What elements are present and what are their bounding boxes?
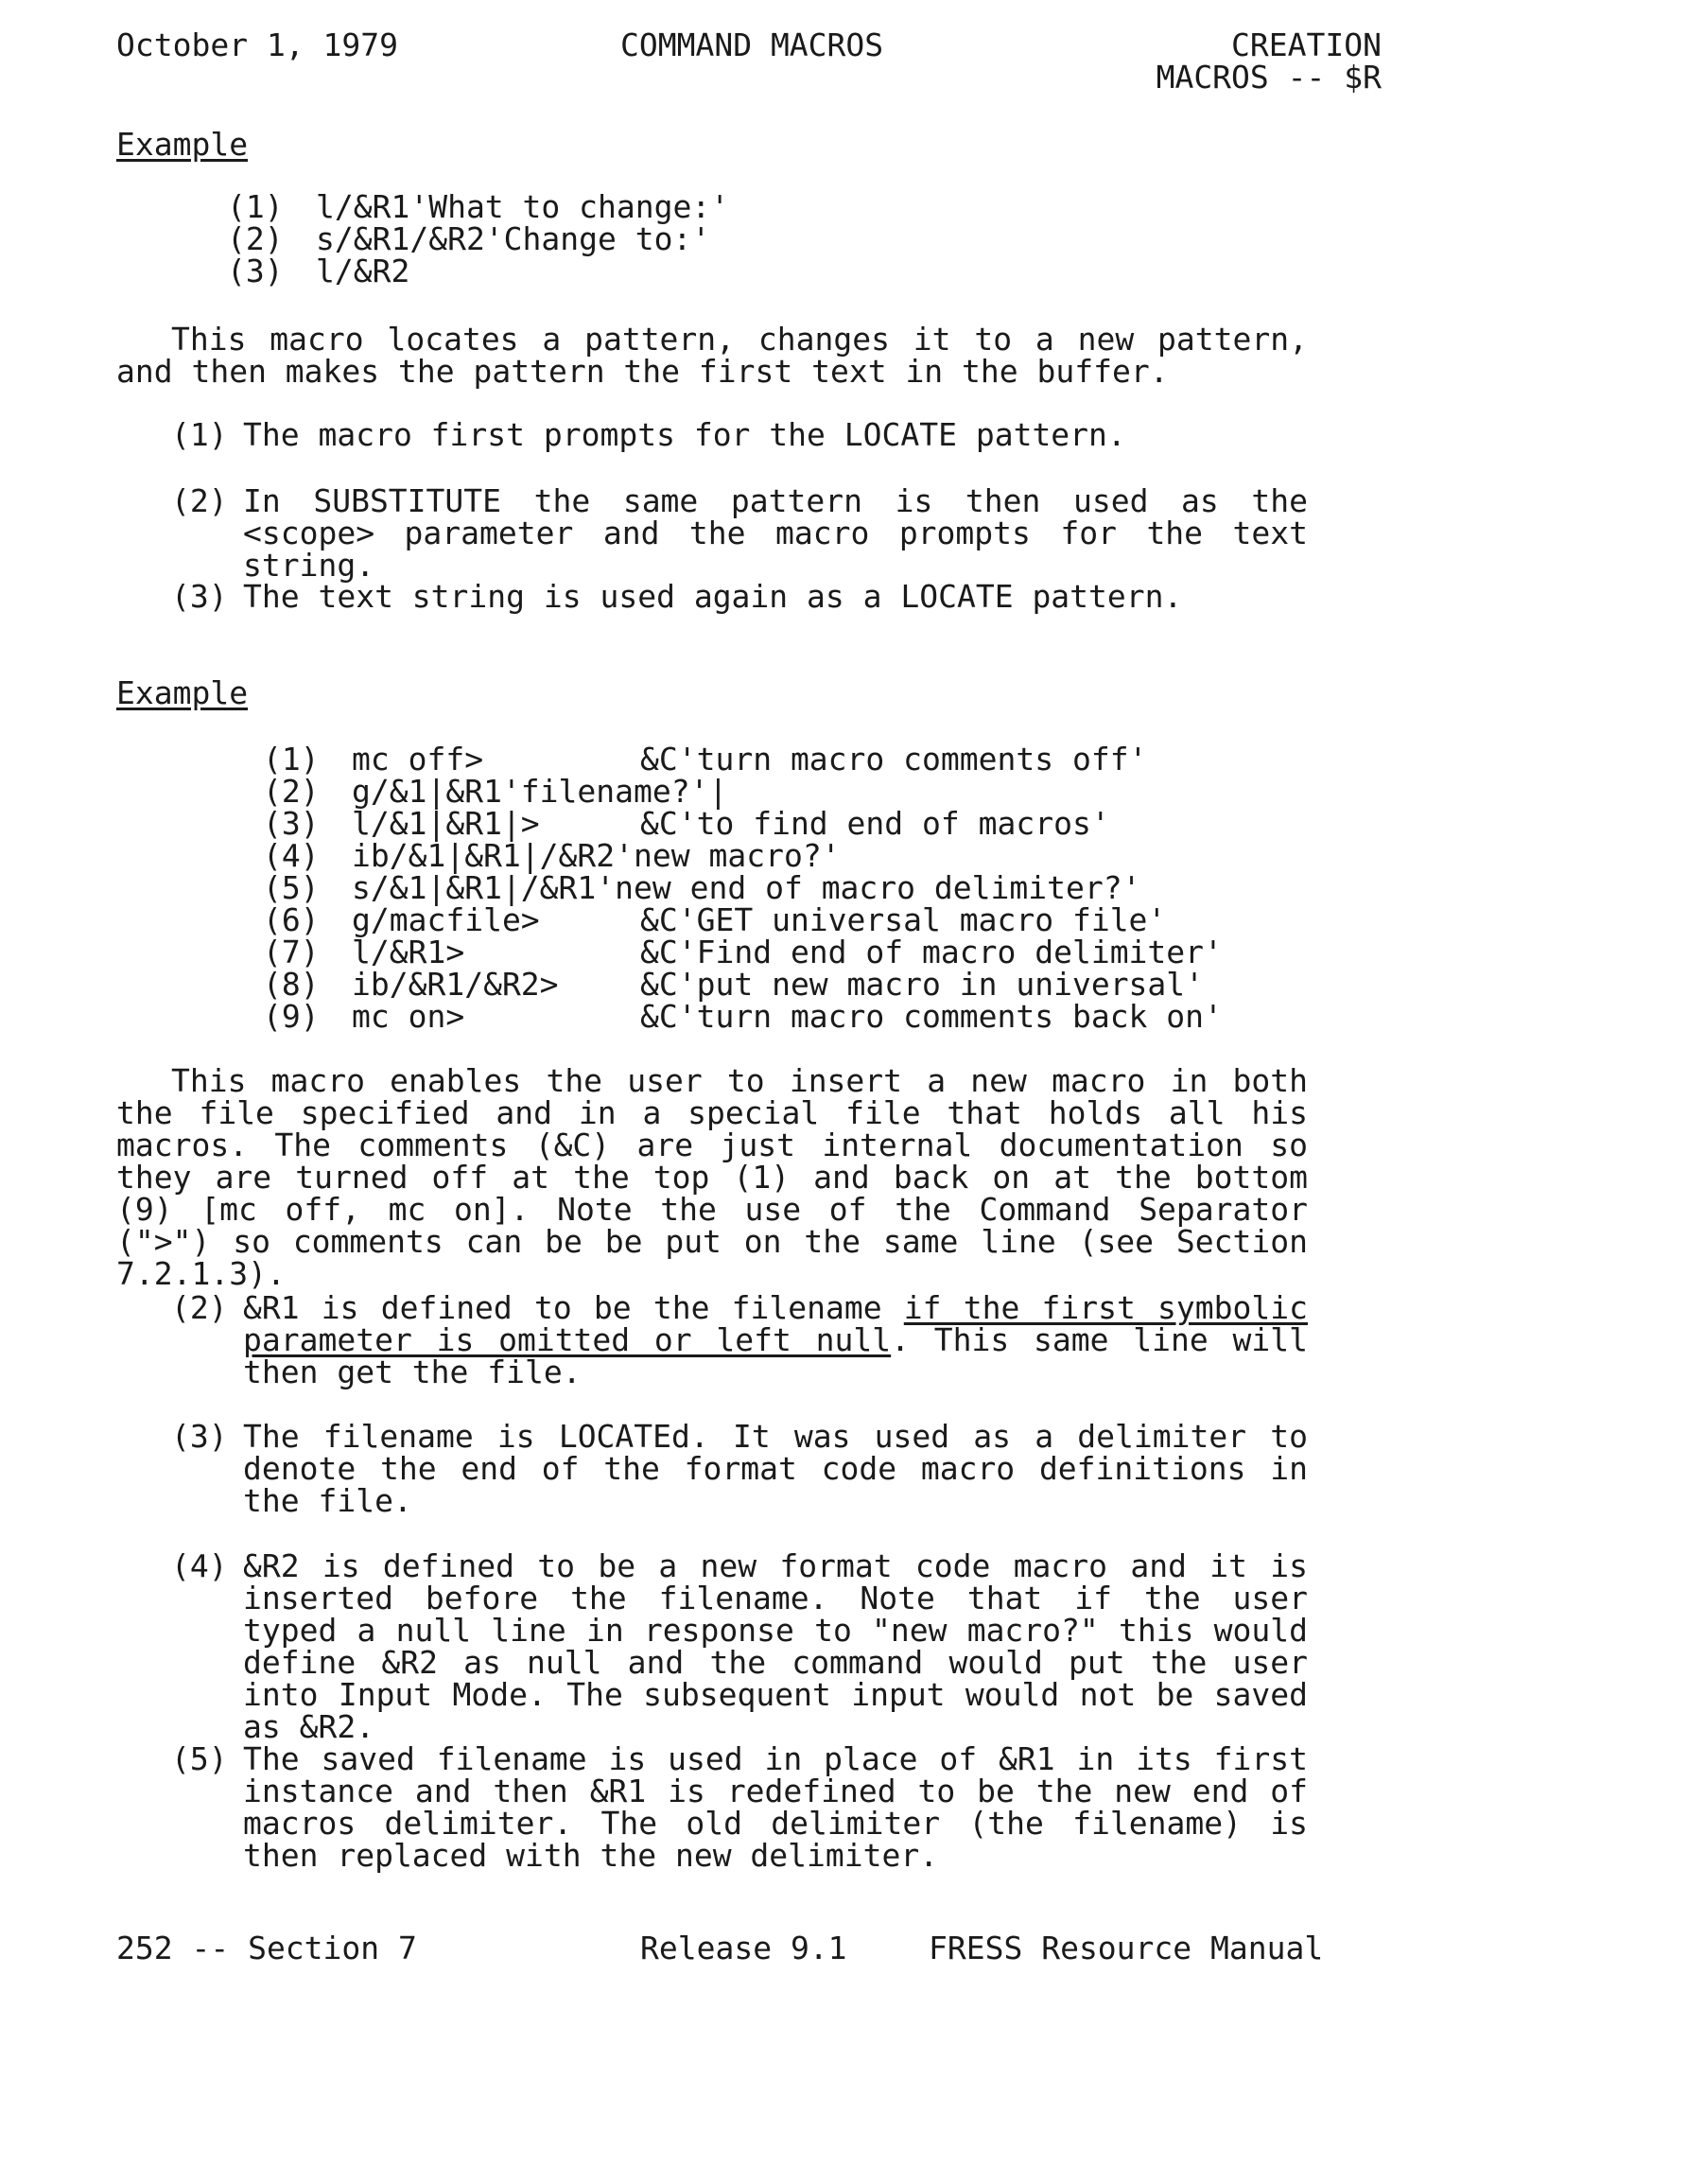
note-text: The saved filename is used in place of &R1 in its first instance and then &R1 is redefined to be the new end of macros delimiter. The old delimiter (the filename) is then replaced with the new delimiter. <box>243 1740 1308 1874</box>
code-line: g/&1|&R1'filename?'| <box>352 773 728 810</box>
line-number: (5) <box>263 869 320 906</box>
note-text: The filename is LOCATEd. It was used as a delimiter to denote the end of the format code macro definitions in the file. <box>243 1418 1308 1519</box>
footer-release: Release 9.1 <box>640 1930 847 1966</box>
footer-manual-title: FRESS Resource Manual <box>929 1930 1324 1966</box>
note-number: (1) <box>171 416 228 453</box>
line-number: (2) <box>263 773 320 810</box>
header-creation: CREATION <box>1231 26 1382 63</box>
note-number: (2) <box>171 482 228 519</box>
note-text-end: . This same line will then get the file. <box>243 1321 1308 1390</box>
code-line: s/&R1/&R2'Change to:' <box>316 220 711 257</box>
code-comment: &C'to find end of macros' <box>640 805 1110 842</box>
note-text: &R2 is defined to be a new format code macro and it is inserted before the filename. Note that if the user typed a null line in response to "new macro?" this would define &R2 as null and the command would put the user into Input Mode. The subsequent input would not be saved as &R2. <box>243 1547 1308 1745</box>
note-underlined-text: if the first symbolic parameter is omitted or left null <box>243 1289 1308 1358</box>
line-number: (3) <box>263 805 320 842</box>
note-number: (5) <box>171 1740 228 1777</box>
code-line: l/&R1'What to change:' <box>316 188 730 225</box>
line-number: (1) <box>263 741 320 778</box>
note-number: (4) <box>171 1547 228 1584</box>
example-heading: Example <box>116 126 249 163</box>
note-number: (2) <box>171 1289 228 1326</box>
code-comment: &C'put new macro in universal' <box>640 966 1205 1003</box>
code-line: mc on> <box>352 998 465 1035</box>
code-comment: &C'turn macro comments off' <box>640 741 1148 778</box>
code-line: l/&R1> <box>352 934 465 970</box>
header-macros: MACROS -- $R <box>1156 59 1382 96</box>
code-line: l/&1|&R1|> <box>352 805 540 842</box>
code-comment: &C'GET universal macro file' <box>640 901 1167 938</box>
code-line: l/&R2 <box>316 253 410 289</box>
note-text-start: &R1 is defined to be the filename <box>243 1289 904 1326</box>
header-title: COMMAND MACROS <box>620 26 884 63</box>
code-line: ib/&1|&R1|/&R2'new macro?' <box>352 837 841 874</box>
line-number: (4) <box>263 837 320 874</box>
note-text: In SUBSTITUTE the same pattern is then used as the <scope> parameter and the macro prompts for the text string. <box>243 482 1308 584</box>
line-number: (6) <box>263 901 320 938</box>
example2-description: This macro enables the user to insert a new macro in both the file specified and in a special file that holds all his macros. The comments (&C) are just internal documentation so they are turned off at the top (1) and back on at the bottom (9) [mc off, mc on]. Note the use of the Command Separator (">") so comments can be be put on the same line (see Section 7.2.1.3). <box>116 1062 1308 1292</box>
example-heading: Example <box>116 674 249 711</box>
note-number: (3) <box>171 1418 228 1455</box>
code-comment: &C'turn macro comments back on' <box>640 998 1223 1035</box>
code-comment: &C'Find end of macro delimiter' <box>640 934 1223 970</box>
example1-description: This macro locates a pattern, changes it to a new pattern, and then makes the pattern the first text in the buffer. <box>116 321 1308 390</box>
line-number: (1) <box>227 188 284 225</box>
code-line: mc off> <box>352 741 484 778</box>
line-number: (2) <box>227 220 284 257</box>
footer-page-number: 252 -- Section 7 <box>116 1930 417 1966</box>
note-text: The macro first prompts for the LOCATE pattern. <box>243 416 1126 453</box>
line-number: (7) <box>263 934 320 970</box>
code-line: ib/&R1/&R2> <box>352 966 559 1003</box>
code-line: g/macfile> <box>352 901 540 938</box>
header-date: October 1, 1979 <box>116 26 399 63</box>
note-number: (3) <box>171 578 228 615</box>
line-number: (3) <box>227 253 284 289</box>
line-number: (8) <box>263 966 320 1003</box>
note-text: The text string is used again as a LOCATE pattern. <box>243 578 1183 615</box>
code-line: s/&1|&R1|/&R1'new end of macro delimiter?' <box>352 869 1141 906</box>
line-number: (9) <box>263 998 320 1035</box>
note-text <box>243 1289 1308 1390</box>
